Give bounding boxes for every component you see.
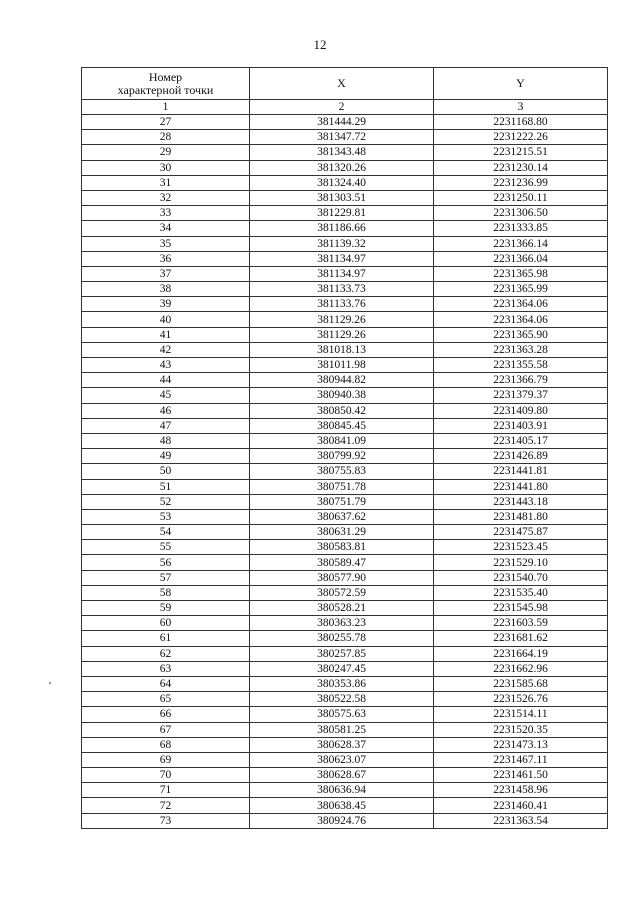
column-index-1: 1 [82,100,250,115]
page-number: 12 [313,37,327,52]
table-row [82,403,608,418]
y-coordinate-cell: 2231523.45 [434,540,608,555]
point-number-cell: 66 [82,707,250,722]
x-coordinate-cell: 381133.73 [250,282,434,297]
x-coordinate-cell: 381133.76 [250,297,434,312]
point-number-cell: 30 [82,160,250,175]
point-number-cell: 47 [82,418,250,433]
point-number-cell: 51 [82,479,250,494]
table-row [82,798,608,813]
point-number-cell: 53 [82,509,250,524]
y-coordinate-cell: 2231333.85 [434,221,608,236]
y-coordinate-cell: 2231461.50 [434,768,608,783]
point-number-cell: 57 [82,570,250,585]
table-row [82,494,608,509]
table-row [82,358,608,373]
y-coordinate-cell: 2231403.91 [434,418,608,433]
table-row [82,418,608,433]
table-row [82,768,608,783]
table-row [82,251,608,266]
header-point-line2: характерной точки [117,82,214,97]
x-coordinate-cell: 381324.40 [250,175,434,190]
x-coordinate-cell: 380353.86 [250,676,434,691]
point-number-cell: 40 [82,312,250,327]
y-coordinate-cell: 2231363.28 [434,342,608,357]
table-row [82,813,608,828]
table-row [82,646,608,661]
y-coordinate-cell: 2231545.98 [434,601,608,616]
y-coordinate-cell: 2231473.13 [434,737,608,752]
point-number-cell: 35 [82,236,250,251]
y-coordinate-cell: 2231426.89 [434,449,608,464]
point-number-cell: 31 [82,175,250,190]
table-row [82,737,608,752]
y-coordinate-cell: 2231529.10 [434,555,608,570]
point-number-cell: 58 [82,585,250,600]
x-coordinate-cell: 380589.47 [250,555,434,570]
point-number-cell: 67 [82,722,250,737]
y-coordinate-cell: 2231222.26 [434,130,608,145]
y-coordinate-cell: 2231215.51 [434,145,608,160]
table-row [82,236,608,251]
point-number-cell: 62 [82,646,250,661]
y-coordinate-cell: 2231365.99 [434,282,608,297]
table-row [82,327,608,342]
y-coordinate-cell: 2231379.37 [434,388,608,403]
table-row [82,266,608,281]
point-number-cell: 43 [82,358,250,373]
point-number-cell: 73 [82,813,250,828]
point-number-cell: 71 [82,783,250,798]
table-row [82,585,608,600]
point-number-cell: 39 [82,297,250,312]
table-row [82,601,608,616]
point-number-cell: 60 [82,616,250,631]
x-coordinate-cell: 381444.29 [250,115,434,130]
x-coordinate-cell: 381139.32 [250,236,434,251]
y-coordinate-cell: 2231514.11 [434,707,608,722]
table-row [82,221,608,236]
point-number-cell: 27 [82,115,250,130]
y-coordinate-cell: 2231366.79 [434,373,608,388]
point-number-cell: 64 [82,676,250,691]
x-coordinate-cell: 380751.79 [250,494,434,509]
y-coordinate-cell: 2231355.58 [434,358,608,373]
x-coordinate-cell: 380628.67 [250,768,434,783]
point-number-cell: 49 [82,449,250,464]
table-row [82,555,608,570]
point-number-cell: 63 [82,661,250,676]
point-number-cell: 46 [82,403,250,418]
y-coordinate-cell: 2231535.40 [434,585,608,600]
x-coordinate-cell: 380528.21 [250,601,434,616]
table-row [82,661,608,676]
table-row [82,509,608,524]
coordinates-table [81,67,608,829]
y-coordinate-cell: 2231409.80 [434,403,608,418]
y-coordinate-cell: 2231475.87 [434,525,608,540]
x-coordinate-cell: 380940.38 [250,388,434,403]
x-coordinate-cell: 380623.07 [250,752,434,767]
table-row [82,388,608,403]
y-coordinate-cell: 2231364.06 [434,312,608,327]
header-x: X [250,68,434,100]
x-coordinate-cell: 381129.26 [250,327,434,342]
table-row [82,692,608,707]
x-coordinate-cell: 380572.59 [250,585,434,600]
header-y: Y [434,68,608,100]
point-number-cell: 33 [82,206,250,221]
y-coordinate-cell: 2231467.11 [434,752,608,767]
table-row [82,631,608,646]
y-coordinate-cell: 2231366.14 [434,236,608,251]
table-row [82,160,608,175]
y-coordinate-cell: 2231526.76 [434,692,608,707]
x-coordinate-cell: 380755.83 [250,464,434,479]
y-coordinate-cell: 2231585.68 [434,676,608,691]
y-coordinate-cell: 2231366.04 [434,251,608,266]
y-coordinate-cell: 2231236.99 [434,175,608,190]
table-row [82,433,608,448]
point-number-cell: 48 [82,433,250,448]
x-coordinate-cell: 380636.94 [250,783,434,798]
x-coordinate-cell: 380247.45 [250,661,434,676]
table-row [82,190,608,205]
table-row [82,342,608,357]
y-coordinate-cell: 2231441.80 [434,479,608,494]
point-number-cell: 44 [82,373,250,388]
table-row [82,282,608,297]
x-coordinate-cell: 381018.13 [250,342,434,357]
x-coordinate-cell: 380581.25 [250,722,434,737]
point-number-cell: 61 [82,631,250,646]
x-coordinate-cell: 380799.92 [250,449,434,464]
point-number-cell: 70 [82,768,250,783]
x-coordinate-cell: 380575.63 [250,707,434,722]
table-row [82,540,608,555]
y-coordinate-cell: 2231365.90 [434,327,608,342]
point-number-cell: 38 [82,282,250,297]
x-coordinate-cell: 380628.37 [250,737,434,752]
point-number-cell: 55 [82,540,250,555]
column-index-row [82,100,608,115]
y-coordinate-cell: 2231363.54 [434,813,608,828]
header-point-number [82,68,250,100]
point-number-cell: 56 [82,555,250,570]
y-coordinate-cell: 2231681.62 [434,631,608,646]
table-row [82,175,608,190]
table-body [82,115,608,829]
x-coordinate-cell: 380255.78 [250,631,434,646]
x-coordinate-cell: 380577.90 [250,570,434,585]
x-coordinate-cell: 380363.23 [250,616,434,631]
y-coordinate-cell: 2231460.41 [434,798,608,813]
x-coordinate-cell: 381320.26 [250,160,434,175]
table-row [82,722,608,737]
point-number-cell: 54 [82,525,250,540]
y-coordinate-cell: 2231664.19 [434,646,608,661]
table-row [82,570,608,585]
y-coordinate-cell: 2231250.11 [434,190,608,205]
point-number-cell: 52 [82,494,250,509]
x-coordinate-cell: 381343.48 [250,145,434,160]
x-coordinate-cell: 381011.98 [250,358,434,373]
y-coordinate-cell: 2231365.98 [434,266,608,281]
point-number-cell: 34 [82,221,250,236]
x-coordinate-cell: 381186.66 [250,221,434,236]
table-header-row [82,68,608,100]
table-row [82,616,608,631]
point-number-cell: 59 [82,601,250,616]
y-coordinate-cell: 2231662.96 [434,661,608,676]
x-coordinate-cell: 380583.81 [250,540,434,555]
y-coordinate-cell: 2231306.50 [434,206,608,221]
x-coordinate-cell: 381347.72 [250,130,434,145]
table-row [82,525,608,540]
point-number-cell: 45 [82,388,250,403]
y-coordinate-cell: 2231364.06 [434,297,608,312]
x-coordinate-cell: 381129.26 [250,312,434,327]
x-coordinate-cell: 380522.58 [250,692,434,707]
x-coordinate-cell: 380850.42 [250,403,434,418]
column-index-2: 2 [250,100,434,115]
column-index-3: 3 [434,100,608,115]
y-coordinate-cell: 2231443.18 [434,494,608,509]
point-number-cell: 68 [82,737,250,752]
table-row [82,115,608,130]
x-coordinate-cell: 380637.62 [250,509,434,524]
table-row [82,145,608,160]
x-coordinate-cell: 381303.51 [250,190,434,205]
point-number-cell: 29 [82,145,250,160]
point-number-cell: 42 [82,342,250,357]
table-row [82,479,608,494]
table-row [82,752,608,767]
x-coordinate-cell: 380944.82 [250,373,434,388]
table-row [82,464,608,479]
table-row [82,676,608,691]
x-coordinate-cell: 380631.29 [250,525,434,540]
table-row [82,707,608,722]
x-coordinate-cell: 381229.81 [250,206,434,221]
y-coordinate-cell: 2231405.17 [434,433,608,448]
table-row [82,312,608,327]
x-coordinate-cell: 380924.76 [250,813,434,828]
table-row [82,783,608,798]
x-coordinate-cell: 380638.45 [250,798,434,813]
point-number-cell: 72 [82,798,250,813]
y-coordinate-cell: 2231603.59 [434,616,608,631]
table-row [82,297,608,312]
x-coordinate-cell: 380841.09 [250,433,434,448]
table-row [82,130,608,145]
point-number-cell: 32 [82,190,250,205]
table-row [82,206,608,221]
x-coordinate-cell: 381134.97 [250,266,434,281]
y-coordinate-cell: 2231540.70 [434,570,608,585]
y-coordinate-cell: 2231230.14 [434,160,608,175]
y-coordinate-cell: 2231458.96 [434,783,608,798]
x-coordinate-cell: 380751.78 [250,479,434,494]
point-number-cell: 37 [82,266,250,281]
y-coordinate-cell: 2231520.35 [434,722,608,737]
point-number-cell: 69 [82,752,250,767]
x-coordinate-cell: 380845.45 [250,418,434,433]
point-number-cell: 50 [82,464,250,479]
y-coordinate-cell: 2231481.80 [434,509,608,524]
table-row [82,449,608,464]
x-coordinate-cell: 381134.97 [250,251,434,266]
header-point-line1: Номер [148,69,183,84]
y-coordinate-cell: 2231168.80 [434,115,608,130]
y-coordinate-cell: 2231441.81 [434,464,608,479]
x-coordinate-cell: 380257.85 [250,646,434,661]
point-number-cell: 41 [82,327,250,342]
table-row [82,373,608,388]
margin-mark [49,682,51,684]
point-number-cell: 36 [82,251,250,266]
point-number-cell: 28 [82,130,250,145]
point-number-cell: 65 [82,692,250,707]
